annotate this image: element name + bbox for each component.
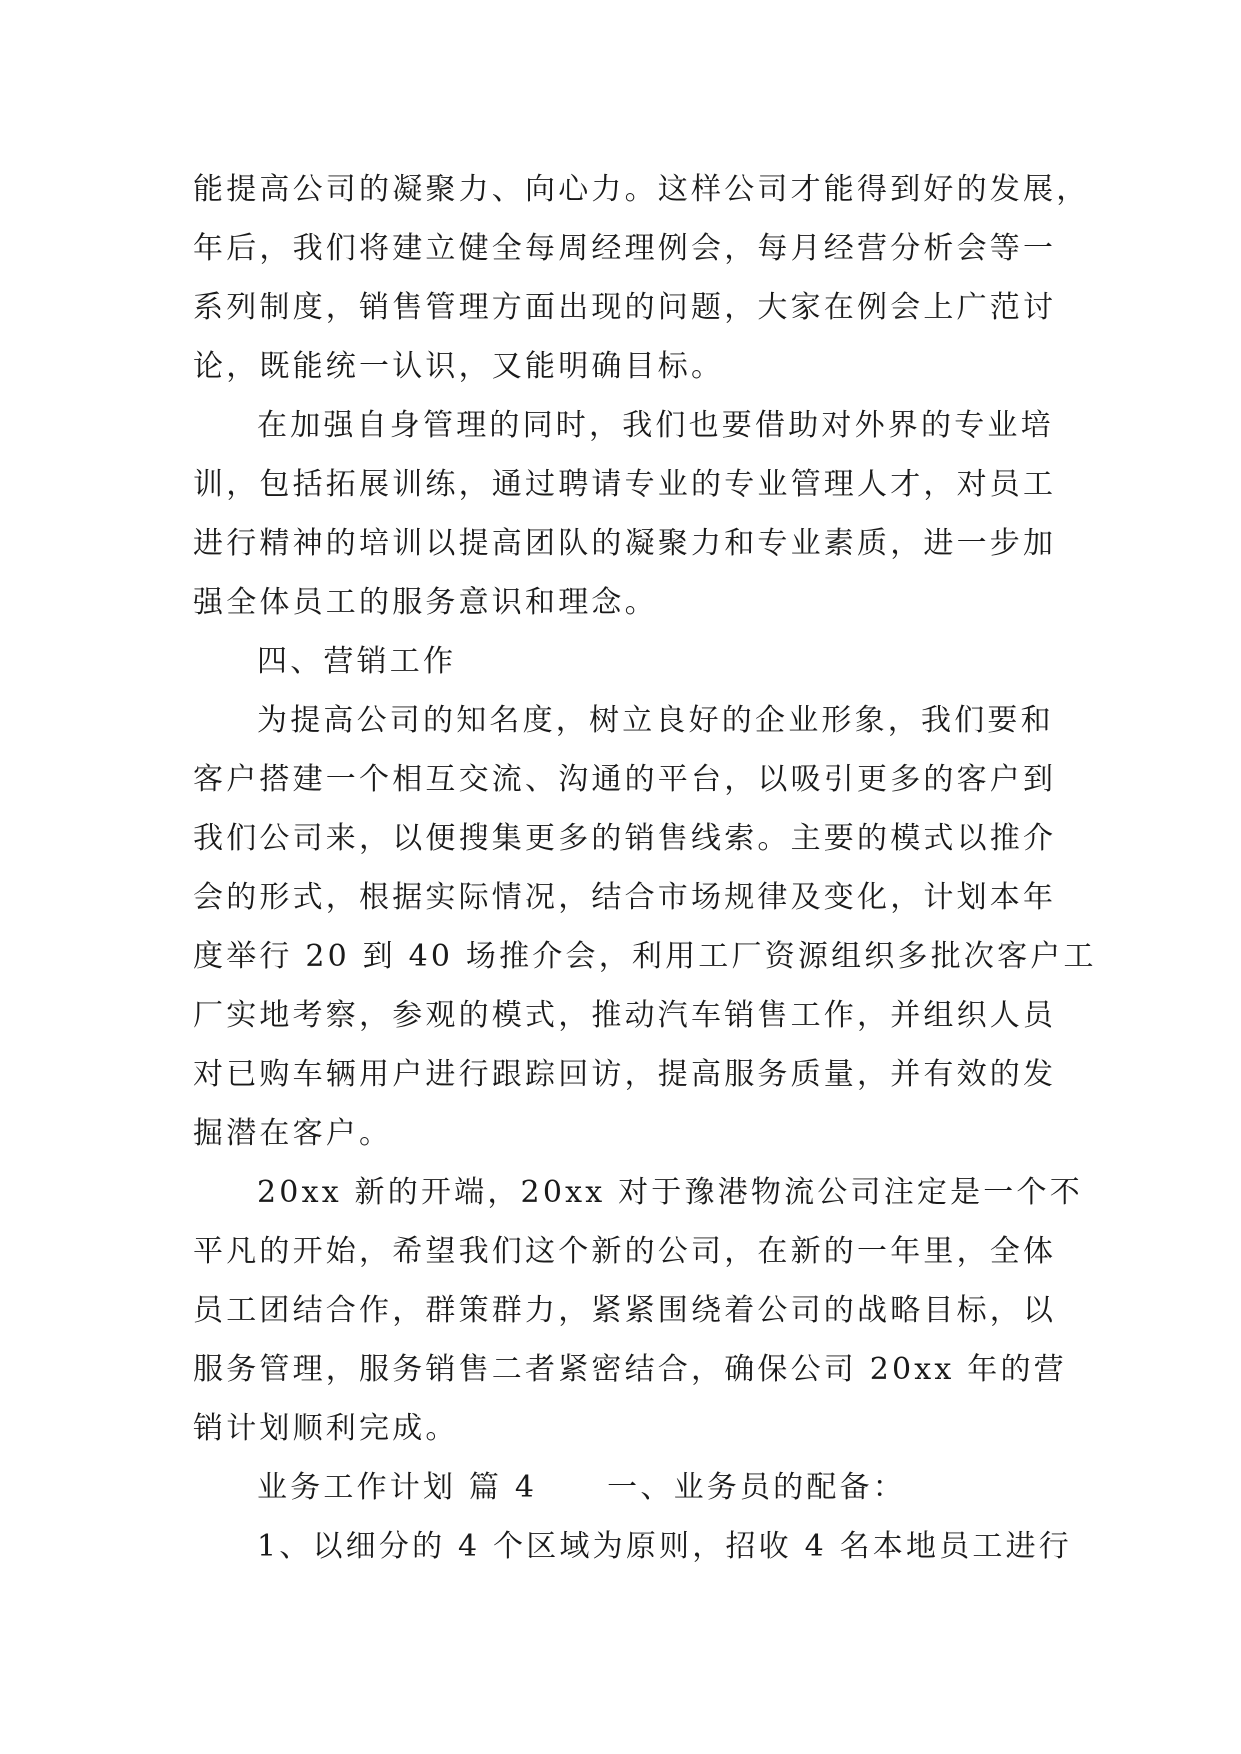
section-title: 业务工作计划 篇 4	[257, 1470, 538, 1505]
text-line: 1、以细分的 4 个区域为原则，招收 4 名本地员工进行	[257, 1529, 1073, 1564]
text-line: 对已购车辆用户进行跟踪回访，提高服务质量，并有效的发	[193, 1057, 1057, 1092]
text-line: 服务管理，服务销售二者紧密结合，确保公司 20xx 年的营	[193, 1352, 1067, 1387]
text-line: 论，既能统一认识，又能明确目标。	[193, 349, 725, 384]
text-line: 进行精神的培训以提高团队的凝聚力和专业素质，进一步加	[193, 526, 1057, 561]
section-heading: 四、营销工作	[257, 644, 457, 679]
text-line: 我们公司来，以便搜集更多的销售线索。主要的模式以推介	[193, 821, 1057, 856]
text-line: 训，包括拓展训练，通过聘请专业的专业管理人才，对员工	[193, 467, 1057, 502]
text-line: 厂实地考察，参观的模式，推动汽车销售工作，并组织人员	[193, 998, 1057, 1033]
text-line: 员工团结合作，群策群力，紧紧围绕着公司的战略目标，以	[193, 1293, 1057, 1328]
text-line: 为提高公司的知名度，树立良好的企业形象，我们要和	[257, 703, 1054, 738]
text-line: 年后，我们将建立健全每周经理例会，每月经营分析会等一	[193, 231, 1057, 266]
text-line: 能提高公司的凝聚力、向心力。这样公司才能得到好的发展，	[193, 172, 1090, 207]
text-line: 强全体员工的服务意识和理念。	[193, 585, 658, 620]
document-body	[193, 160, 1097, 1576]
text-line: 20xx 新的开端，20xx 对于豫港物流公司注定是一个不	[257, 1175, 1083, 1210]
text-line: 掘潜在客户。	[193, 1116, 393, 1151]
text-line: 客户搭建一个相互交流、沟通的平台，以吸引更多的客户到	[193, 762, 1057, 797]
text-line: 度举行 20 到 40 场推介会，利用工厂资源组织多批次客户工	[193, 939, 1097, 974]
text-line: 平凡的开始，希望我们这个新的公司，在新的一年里，全体	[193, 1234, 1057, 1269]
section-title-line	[193, 1458, 1053, 1517]
text-line: 销计划顺利完成。	[193, 1411, 459, 1446]
section-subtitle: 一、业务员的配备：	[607, 1470, 906, 1505]
text-line: 系列制度，销售管理方面出现的问题，大家在例会上广范讨	[193, 290, 1057, 325]
text-line: 会的形式，根据实际情况，结合市场规律及变化，计划本年	[193, 880, 1057, 915]
text-line: 在加强自身管理的同时，我们也要借助对外界的专业培	[257, 408, 1054, 443]
